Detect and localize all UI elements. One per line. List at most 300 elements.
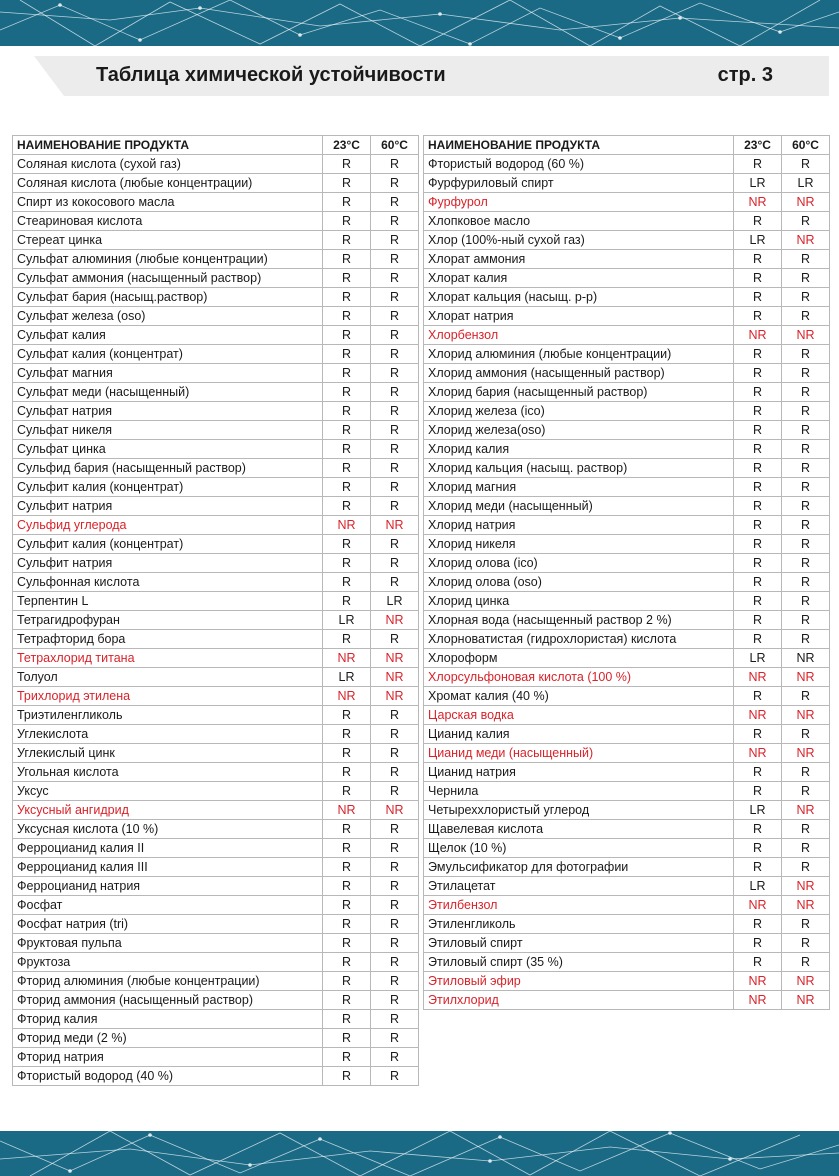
value-60c-cell: R xyxy=(371,934,419,953)
value-23c-cell: R xyxy=(734,250,782,269)
value-60c-cell: R xyxy=(782,402,830,421)
value-60c-cell: R xyxy=(371,763,419,782)
value-60c-cell: R xyxy=(782,934,830,953)
value-60c-cell: R xyxy=(371,535,419,554)
table-row xyxy=(424,345,830,364)
value-23c-cell: R xyxy=(323,478,371,497)
product-name-cell: Сульфид углерода xyxy=(13,516,323,535)
product-name-cell: Фторид калия xyxy=(13,1010,323,1029)
table-row xyxy=(424,269,830,288)
product-name-cell: Этилацетат xyxy=(424,877,734,896)
value-23c-cell: R xyxy=(323,402,371,421)
product-name-cell: Сульфат никеля xyxy=(13,421,323,440)
table-row xyxy=(424,155,830,174)
value-60c-cell: R xyxy=(371,307,419,326)
product-name-cell: Фтористый водород (40 %) xyxy=(13,1067,323,1086)
product-name-cell: Хлорид кальция (насыщ. раствор) xyxy=(424,459,734,478)
product-name-cell: Хлорид меди (насыщенный) xyxy=(424,497,734,516)
table-row xyxy=(13,611,419,630)
product-name-cell: Хлорат натрия xyxy=(424,307,734,326)
table-row xyxy=(424,896,830,915)
product-name-cell: Фторид натрия xyxy=(13,1048,323,1067)
value-60c-cell: NR xyxy=(782,668,830,687)
value-60c-cell: R xyxy=(782,478,830,497)
value-60c-cell: R xyxy=(782,630,830,649)
value-60c-cell: R xyxy=(782,915,830,934)
product-name-cell: Сульфат цинка xyxy=(13,440,323,459)
value-60c-cell: R xyxy=(782,307,830,326)
value-60c-cell: R xyxy=(782,497,830,516)
product-name-cell: Сульфид бария (насыщенный раствор) xyxy=(13,459,323,478)
table-row xyxy=(424,231,830,250)
value-60c-cell: NR xyxy=(782,972,830,991)
table-row xyxy=(13,706,419,725)
value-23c-cell: NR xyxy=(734,706,782,725)
value-23c-cell: R xyxy=(734,383,782,402)
value-60c-cell: R xyxy=(782,516,830,535)
table-row xyxy=(13,858,419,877)
value-23c-cell: R xyxy=(323,212,371,231)
value-23c-cell: R xyxy=(734,630,782,649)
column-header-23c: 23°C xyxy=(734,136,782,155)
value-60c-cell: R xyxy=(371,155,419,174)
product-name-cell: Фтористый водород (60 %) xyxy=(424,155,734,174)
table-row xyxy=(424,193,830,212)
table-row xyxy=(13,516,419,535)
value-23c-cell: R xyxy=(323,345,371,364)
table-row xyxy=(13,402,419,421)
value-23c-cell: R xyxy=(734,687,782,706)
value-23c-cell: R xyxy=(734,459,782,478)
table-row xyxy=(13,1010,419,1029)
value-60c-cell: R xyxy=(782,459,830,478)
product-name-cell: Чернила xyxy=(424,782,734,801)
value-23c-cell: NR xyxy=(734,193,782,212)
value-23c-cell: R xyxy=(323,763,371,782)
product-name-cell: Этилбензол xyxy=(424,896,734,915)
table-row xyxy=(424,725,830,744)
table-row xyxy=(13,1048,419,1067)
value-23c-cell: LR xyxy=(734,877,782,896)
product-name-cell: Сульфат алюминия (любые концентрации) xyxy=(13,250,323,269)
product-name-cell: Этилхлорид xyxy=(424,991,734,1010)
product-name-cell: Толуол xyxy=(13,668,323,687)
product-name-cell: Хлорид олова (oso) xyxy=(424,573,734,592)
table-row xyxy=(424,877,830,896)
table-row xyxy=(424,858,830,877)
product-name-cell: Соляная кислота (любые концентрации) xyxy=(13,174,323,193)
table-row xyxy=(13,421,419,440)
value-60c-cell: R xyxy=(782,364,830,383)
value-60c-cell: R xyxy=(371,915,419,934)
value-60c-cell: R xyxy=(371,744,419,763)
table-row xyxy=(424,782,830,801)
product-name-cell: Сульфат калия (концентрат) xyxy=(13,345,323,364)
value-23c-cell: NR xyxy=(323,801,371,820)
product-name-cell: Сульфит калия (концентрат) xyxy=(13,535,323,554)
value-60c-cell: R xyxy=(371,421,419,440)
value-23c-cell: R xyxy=(323,1067,371,1086)
value-23c-cell: R xyxy=(323,991,371,1010)
table-row xyxy=(424,174,830,193)
table-row xyxy=(424,573,830,592)
product-name-cell: Четыреххлористый углерод xyxy=(424,801,734,820)
value-60c-cell: NR xyxy=(371,687,419,706)
table-row xyxy=(424,383,830,402)
value-23c-cell: R xyxy=(323,896,371,915)
value-23c-cell: R xyxy=(734,725,782,744)
value-23c-cell: R xyxy=(323,326,371,345)
value-23c-cell: R xyxy=(323,1029,371,1048)
table-row xyxy=(13,592,419,611)
table-row xyxy=(424,592,830,611)
product-name-cell: Цианид меди (насыщенный) xyxy=(424,744,734,763)
product-name-cell: Хлорид алюминия (любые концентрации) xyxy=(424,345,734,364)
column-header-60c: 60°C xyxy=(782,136,830,155)
value-23c-cell: R xyxy=(323,155,371,174)
value-60c-cell: R xyxy=(371,364,419,383)
value-60c-cell: R xyxy=(782,212,830,231)
table-row xyxy=(424,991,830,1010)
value-60c-cell: R xyxy=(371,459,419,478)
product-name-cell: Сульфат бария (насыщ.раствор) xyxy=(13,288,323,307)
value-60c-cell: R xyxy=(371,782,419,801)
value-60c-cell: R xyxy=(371,896,419,915)
value-60c-cell: R xyxy=(371,174,419,193)
value-23c-cell: R xyxy=(323,934,371,953)
value-60c-cell: R xyxy=(782,782,830,801)
value-23c-cell: NR xyxy=(734,991,782,1010)
value-60c-cell: R xyxy=(371,193,419,212)
value-23c-cell: R xyxy=(734,611,782,630)
value-60c-cell: R xyxy=(371,953,419,972)
product-name-cell: Хромат калия (40 %) xyxy=(424,687,734,706)
value-60c-cell: R xyxy=(371,1067,419,1086)
value-60c-cell: R xyxy=(371,478,419,497)
product-name-cell: Сульфит натрия xyxy=(13,554,323,573)
product-name-cell: Уксусный ангидрид xyxy=(13,801,323,820)
table-row xyxy=(424,611,830,630)
value-23c-cell: R xyxy=(323,174,371,193)
table-row xyxy=(424,953,830,972)
value-23c-cell: R xyxy=(734,782,782,801)
product-name-cell: Сульфат магния xyxy=(13,364,323,383)
table-row xyxy=(13,573,419,592)
value-60c-cell: LR xyxy=(371,592,419,611)
table-header-row xyxy=(13,136,419,155)
product-name-cell: Цианид калия xyxy=(424,725,734,744)
product-name-cell: Соляная кислота (сухой газ) xyxy=(13,155,323,174)
product-name-cell: Фурфурол xyxy=(424,193,734,212)
table-row xyxy=(13,725,419,744)
value-23c-cell: R xyxy=(734,497,782,516)
value-23c-cell: R xyxy=(323,250,371,269)
value-23c-cell: NR xyxy=(734,896,782,915)
table-row xyxy=(424,763,830,782)
value-23c-cell: R xyxy=(323,573,371,592)
product-name-cell: Стеариновая кислота xyxy=(13,212,323,231)
table-row xyxy=(13,630,419,649)
product-name-cell: Фруктоза xyxy=(13,953,323,972)
product-name-cell: Цианид натрия xyxy=(424,763,734,782)
product-name-cell: Тетрахлорид титана xyxy=(13,649,323,668)
value-60c-cell: R xyxy=(371,497,419,516)
product-name-cell: Фторид алюминия (любые концентрации) xyxy=(13,972,323,991)
table-row xyxy=(13,687,419,706)
product-name-cell: Хлорноватистая (гидрохлористая) кислота xyxy=(424,630,734,649)
value-23c-cell: NR xyxy=(734,972,782,991)
product-name-cell: Сульфат меди (насыщенный) xyxy=(13,383,323,402)
value-60c-cell: NR xyxy=(782,706,830,725)
value-23c-cell: R xyxy=(323,839,371,858)
chemical-table-right xyxy=(423,135,830,1010)
table-row xyxy=(13,288,419,307)
product-name-cell: Этиленгликоль xyxy=(424,915,734,934)
value-23c-cell: R xyxy=(323,744,371,763)
value-23c-cell: R xyxy=(323,364,371,383)
product-name-cell: Сульфат железа (oso) xyxy=(13,307,323,326)
value-23c-cell: R xyxy=(734,573,782,592)
value-23c-cell: LR xyxy=(734,231,782,250)
product-name-cell: Хлопковое масло xyxy=(424,212,734,231)
value-60c-cell: R xyxy=(371,972,419,991)
table-row xyxy=(424,459,830,478)
value-60c-cell: NR xyxy=(782,649,830,668)
value-23c-cell: R xyxy=(734,421,782,440)
table-row xyxy=(13,934,419,953)
value-23c-cell: R xyxy=(323,440,371,459)
table-row xyxy=(13,535,419,554)
table-row xyxy=(424,440,830,459)
product-name-cell: Хлороформ xyxy=(424,649,734,668)
value-60c-cell: R xyxy=(371,1010,419,1029)
product-name-cell: Терпентин L xyxy=(13,592,323,611)
value-60c-cell: R xyxy=(782,858,830,877)
table-row xyxy=(13,326,419,345)
product-name-cell: Углекислота xyxy=(13,725,323,744)
column-header-23c: 23°C xyxy=(323,136,371,155)
value-23c-cell: NR xyxy=(323,687,371,706)
table-row xyxy=(424,706,830,725)
value-60c-cell: R xyxy=(371,269,419,288)
table-row xyxy=(424,839,830,858)
table-row xyxy=(13,231,419,250)
value-60c-cell: R xyxy=(371,1029,419,1048)
table-row xyxy=(13,896,419,915)
table-row xyxy=(424,212,830,231)
value-60c-cell: R xyxy=(782,592,830,611)
product-name-cell: Триэтиленгликоль xyxy=(13,706,323,725)
value-60c-cell: R xyxy=(371,345,419,364)
table-row xyxy=(13,212,419,231)
value-23c-cell: LR xyxy=(323,611,371,630)
value-60c-cell: R xyxy=(782,687,830,706)
value-60c-cell: R xyxy=(782,269,830,288)
product-name-cell: Хлорсульфоновая кислота (100 %) xyxy=(424,668,734,687)
product-name-cell: Тетрагидрофуран xyxy=(13,611,323,630)
value-60c-cell: R xyxy=(782,440,830,459)
value-60c-cell: R xyxy=(782,421,830,440)
value-60c-cell: NR xyxy=(782,991,830,1010)
table-row xyxy=(13,478,419,497)
value-60c-cell: NR xyxy=(782,877,830,896)
value-23c-cell: R xyxy=(323,288,371,307)
table-row xyxy=(13,953,419,972)
product-name-cell: Хлорид цинка xyxy=(424,592,734,611)
product-name-cell: Хлор (100%-ный сухой газ) xyxy=(424,231,734,250)
value-23c-cell: NR xyxy=(323,649,371,668)
value-23c-cell: R xyxy=(734,212,782,231)
value-23c-cell: R xyxy=(734,915,782,934)
value-23c-cell: R xyxy=(323,972,371,991)
product-name-cell: Хлорид железа(oso) xyxy=(424,421,734,440)
value-60c-cell: R xyxy=(371,630,419,649)
value-23c-cell: R xyxy=(734,953,782,972)
product-name-cell: Фторид аммония (насыщенный раствор) xyxy=(13,991,323,1010)
value-23c-cell: LR xyxy=(323,668,371,687)
value-60c-cell: R xyxy=(782,820,830,839)
table-row xyxy=(13,250,419,269)
product-name-cell: Трихлорид этилена xyxy=(13,687,323,706)
value-60c-cell: R xyxy=(371,858,419,877)
value-60c-cell: R xyxy=(371,1048,419,1067)
table-row xyxy=(13,269,419,288)
value-60c-cell: R xyxy=(371,706,419,725)
table-row xyxy=(13,554,419,573)
value-23c-cell: R xyxy=(323,383,371,402)
value-60c-cell: R xyxy=(782,763,830,782)
table-row xyxy=(424,744,830,763)
table-row xyxy=(13,1029,419,1048)
product-name-cell: Царская водка xyxy=(424,706,734,725)
value-23c-cell: R xyxy=(734,763,782,782)
table-row xyxy=(13,497,419,516)
table-row xyxy=(13,155,419,174)
value-23c-cell: R xyxy=(734,307,782,326)
table-row xyxy=(424,250,830,269)
column-header-60c: 60°C xyxy=(371,136,419,155)
value-60c-cell: R xyxy=(782,250,830,269)
value-23c-cell: LR xyxy=(734,174,782,193)
bottom-decorative-band xyxy=(0,1131,839,1176)
product-name-cell: Сульфат калия xyxy=(13,326,323,345)
table-row xyxy=(424,402,830,421)
network-pattern-top xyxy=(0,0,839,46)
table-row xyxy=(424,421,830,440)
value-23c-cell: R xyxy=(734,440,782,459)
value-60c-cell: R xyxy=(782,554,830,573)
table-row xyxy=(13,782,419,801)
product-name-cell: Хлорная вода (насыщенный раствор 2 %) xyxy=(424,611,734,630)
value-23c-cell: R xyxy=(734,934,782,953)
table-row xyxy=(13,440,419,459)
value-23c-cell: R xyxy=(734,554,782,573)
value-23c-cell: R xyxy=(323,630,371,649)
product-name-cell: Углекислый цинк xyxy=(13,744,323,763)
value-60c-cell: NR xyxy=(371,668,419,687)
value-23c-cell: R xyxy=(323,725,371,744)
value-60c-cell: NR xyxy=(782,744,830,763)
table-row xyxy=(424,307,830,326)
value-23c-cell: R xyxy=(323,307,371,326)
value-23c-cell: R xyxy=(323,1048,371,1067)
value-60c-cell: R xyxy=(371,212,419,231)
value-60c-cell: R xyxy=(371,820,419,839)
table-row xyxy=(13,839,419,858)
value-60c-cell: NR xyxy=(371,611,419,630)
table-row xyxy=(424,668,830,687)
product-name-cell: Щелок (10 %) xyxy=(424,839,734,858)
product-name-cell: Фосфат натрия (tri) xyxy=(13,915,323,934)
table-row xyxy=(13,763,419,782)
table-row xyxy=(424,535,830,554)
value-60c-cell: NR xyxy=(782,231,830,250)
table-row xyxy=(424,326,830,345)
value-23c-cell: NR xyxy=(734,326,782,345)
value-60c-cell: R xyxy=(371,991,419,1010)
table-row xyxy=(13,972,419,991)
value-60c-cell: R xyxy=(782,288,830,307)
table-row xyxy=(13,1067,419,1086)
product-name-cell: Хлорат аммония xyxy=(424,250,734,269)
table-row xyxy=(424,478,830,497)
table-row xyxy=(13,991,419,1010)
table-row xyxy=(13,744,419,763)
page-number: стр. 3 xyxy=(717,64,773,86)
value-60c-cell: R xyxy=(782,155,830,174)
product-name-cell: Эмульсификатор для фотографии xyxy=(424,858,734,877)
value-60c-cell: R xyxy=(371,250,419,269)
table-row xyxy=(424,497,830,516)
table-row xyxy=(424,972,830,991)
value-23c-cell: R xyxy=(734,155,782,174)
value-23c-cell: R xyxy=(734,402,782,421)
value-23c-cell: R xyxy=(323,592,371,611)
table-row xyxy=(424,801,830,820)
table-header-row xyxy=(424,136,830,155)
product-name-cell: Хлорид натрия xyxy=(424,516,734,535)
value-23c-cell: R xyxy=(323,706,371,725)
product-name-cell: Этиловый спирт xyxy=(424,934,734,953)
product-name-cell: Сульфонная кислота xyxy=(13,573,323,592)
chemical-table-left xyxy=(12,135,419,1086)
product-name-cell: Хлорид бария (насыщенный раствор) xyxy=(424,383,734,402)
table-row xyxy=(13,649,419,668)
value-60c-cell: R xyxy=(782,573,830,592)
value-23c-cell: R xyxy=(323,193,371,212)
product-name-cell: Ферроцианид калия III xyxy=(13,858,323,877)
value-60c-cell: R xyxy=(371,725,419,744)
value-23c-cell: R xyxy=(734,345,782,364)
page-title: Таблица химической устойчивости xyxy=(96,64,446,86)
value-60c-cell: R xyxy=(782,383,830,402)
value-23c-cell: R xyxy=(734,269,782,288)
product-name-cell: Сульфит калия (концентрат) xyxy=(13,478,323,497)
table-row xyxy=(424,554,830,573)
product-name-cell: Спирт из кокосового масла xyxy=(13,193,323,212)
table-row xyxy=(424,630,830,649)
value-60c-cell: R xyxy=(782,611,830,630)
product-name-cell: Хлорат калия xyxy=(424,269,734,288)
value-60c-cell: R xyxy=(782,345,830,364)
value-23c-cell: R xyxy=(734,288,782,307)
value-23c-cell: R xyxy=(323,858,371,877)
table-row xyxy=(13,877,419,896)
value-23c-cell: NR xyxy=(734,744,782,763)
value-23c-cell: R xyxy=(323,269,371,288)
value-23c-cell: R xyxy=(734,478,782,497)
value-60c-cell: NR xyxy=(782,326,830,345)
